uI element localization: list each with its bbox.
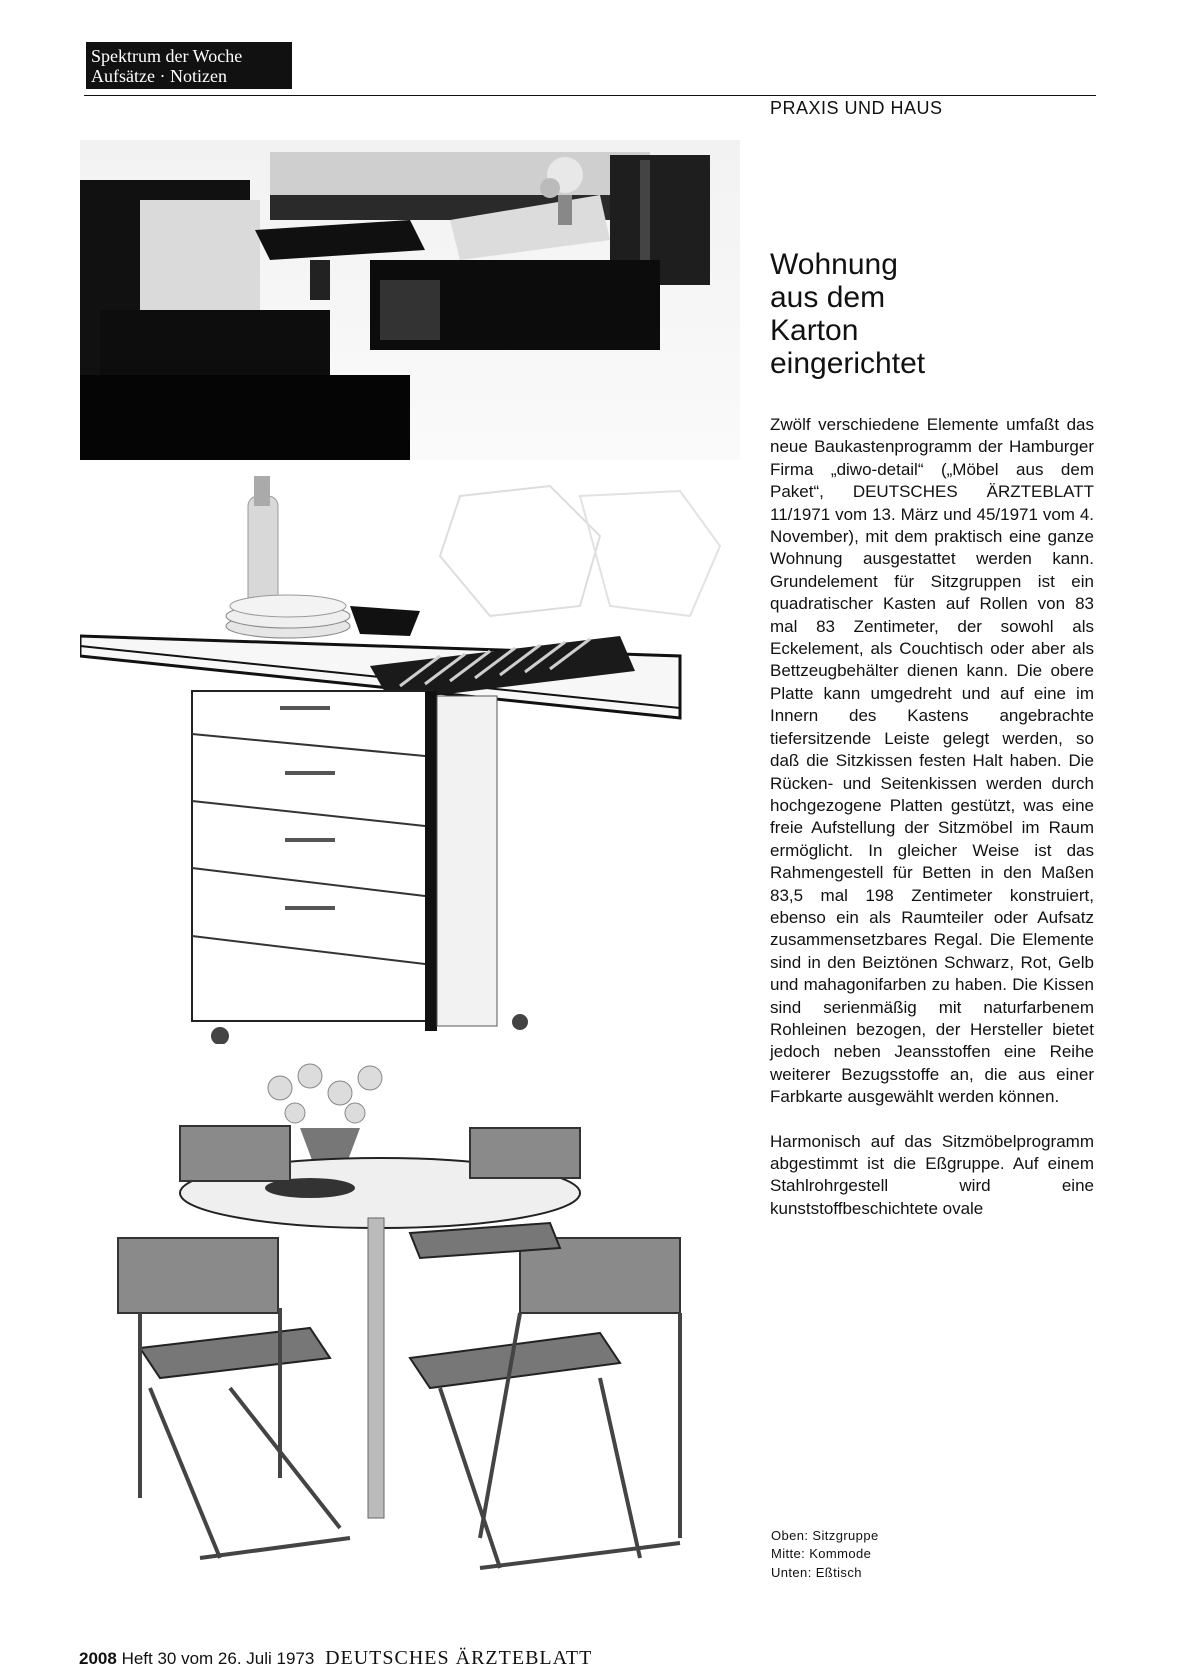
- page-number: 2008: [79, 1649, 117, 1668]
- article-headline: [770, 248, 1070, 380]
- headline-line: Karton: [770, 314, 859, 347]
- issue-info: Heft 30 vom 26. Juli 1973: [121, 1649, 315, 1668]
- journal-name: DEUTSCHES ÄRZTEBLATT: [325, 1647, 593, 1669]
- photo-dining-set: [80, 1058, 746, 1588]
- section-badge: [86, 42, 292, 89]
- caption-top: Oben: Sitzgruppe: [771, 1528, 879, 1543]
- top-rule: [84, 95, 1096, 96]
- caption-middle: Mitte: Kommode: [771, 1546, 872, 1562]
- headline-line: Wohnung: [770, 248, 898, 281]
- photo-chest-of-drawers: [80, 476, 746, 1044]
- headline-line: aus dem: [770, 281, 886, 314]
- article-body: [770, 414, 1094, 1242]
- section-badge-line1: Spektrum der Woche: [91, 46, 243, 66]
- section-label: PRAXIS UND HAUS: [770, 98, 943, 118]
- page-footer: [79, 1647, 592, 1670]
- headline-line: eingerichtet: [770, 347, 926, 380]
- article-paragraph: Zwölf verschiedene Elemente umfaßt das neue Baukastenprogramm der Hamburger Firma „diwo-detail“ („Möbel aus dem Paket“, DEUTSCHES ÄRZTEBLATT 11/1971 vom 13. März und 45/1971 vom 4. November), mit dem praktisch eine ganze Wohnung ausgestattet werden kann. Grundelement für Sitzgruppen ist ein quadratischer Kasten auf Rollen von 83 mal 83 Zentimeter, der sowohl als Eckelement, als Couchtisch oder aber als Bettzeugbehälter dienen kann. Die obere Platte kann umgedreht und auf eine im Innern des Kastens angebrachte tiefersitzende Leiste gelegt werden, so daß die Sitzkissen festen Halt haben. Die Rücken- und Seitenkissen werden durch hochgezogene Platten gestützt, was eine freie Aufstellung der Sitzmöbel im Raum ermöglicht. In gleicher Weise ist das Rahmengestell für Betten in den Maßen 83,5 mal 198 Zentimeter konstruiert, ebenso ein als Raumteiler oder Aufsatz zusammensetzbares Regal. Die Elemente sind in den Beiztönen Schwarz, Rot, Gelb und mahagonifarben zu haben. Die Kissen sind serienmäßig mit naturfarbenem Rohleinen bezogen, der Hersteller bietet jedoch neben Jeansstoffen eine Reihe weiterer Bezugsstoffe an, die aus einer Farbkarte ausgewählt werden können.: [770, 415, 1094, 1107]
- section-badge-line2: Aufsätze · Notizen: [91, 66, 227, 86]
- caption-bottom: Unten: Eßtisch: [771, 1564, 862, 1580]
- article-paragraph: Harmonisch auf das Sitzmöbelprogramm abgestimmt ist die Eßgruppe. Auf einem Stahlrohrgestell wird eine kunststoffbeschichtete ovale: [770, 1131, 1094, 1218]
- photo-captions: [771, 1527, 1071, 1582]
- photo-seating-group: [80, 140, 740, 460]
